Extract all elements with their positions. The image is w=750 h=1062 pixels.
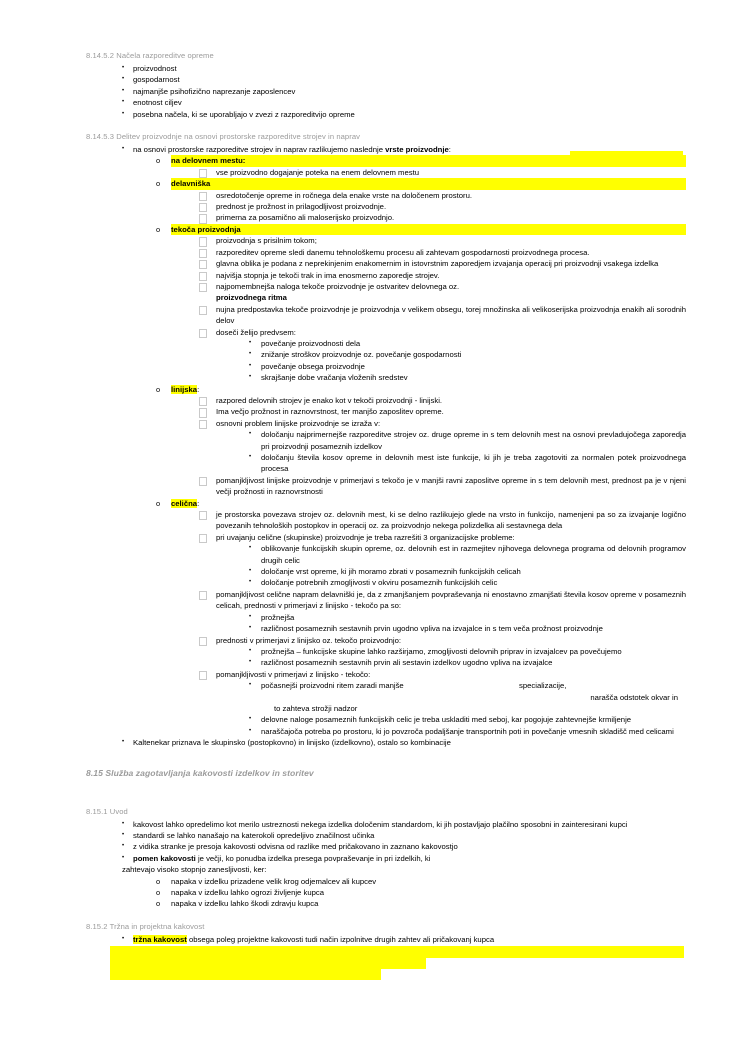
list-item: primerna za posamično ali maloserijsko proizvodnjo. (86, 212, 686, 223)
type-group-delavniska (86, 178, 686, 189)
sublist-celicna-drawbacks (86, 680, 686, 737)
list-item (86, 680, 686, 691)
square-bullet-icon (122, 63, 136, 75)
sublist-linijska-problems (86, 429, 686, 475)
list-item: • določanje potrebnih zmogljivosti v okviru posameznih funkcijskih celic (86, 577, 686, 588)
circle-o-marker-icon (156, 155, 170, 167)
square-bullet-icon (122, 97, 136, 109)
square-bullet-icon (122, 841, 136, 853)
sublist-8-15-1-reasons (86, 876, 686, 910)
list-item: najpomembnejša naloga tekoče proizvodnje je ostvaritev delovnega oz. proizvodnega ritma (86, 281, 686, 304)
intro-text-pre: na osnovi prostorske razporeditve strojev in naprav razlikujemo naslednje (133, 145, 386, 155)
emphasis-text: proizvodnega ritma (216, 293, 287, 303)
list-item: • oblikovanje funkcijskih skupin opreme, oz. delovnih est in razmejitev njihovega delovnega programa od delovnih programov drugih celic (86, 543, 686, 566)
list-item: • različnost posameznih sestavnih prvin ugodno vpliva na izvajalce in s tem veča prožnost proizvodnje (86, 623, 686, 634)
list-item: prednost je prožnost in prilagodljivost proizvodnje. (86, 201, 686, 212)
type-group-celicna (86, 498, 686, 509)
round-bullet-icon (249, 338, 263, 350)
square-bullet-icon (122, 853, 136, 865)
list-item: • posebna načela, ki se uporabljajo v zvezi z razporeditvijo opreme (86, 109, 686, 120)
sublist-linijska-drawback (86, 475, 686, 498)
list-8-15-1 (86, 819, 686, 876)
emphasis-text: pomen kakovosti (133, 853, 196, 863)
round-bullet-icon (249, 577, 263, 589)
list-item (86, 155, 686, 166)
list-item: • znižanje stroškov proizvodnje oz. povečanje gospodarnosti (86, 349, 686, 360)
sublist-na-delovnem-mestu (86, 167, 686, 178)
circle-o-marker-icon (156, 384, 170, 396)
type-group-na-delovnem-mestu (86, 155, 686, 166)
drawback-fragment-2: specializacije, (519, 681, 567, 691)
hollow-box-marker-icon (199, 281, 213, 295)
type-label: linijska (171, 384, 198, 394)
list-item: • tržna kakovost obsega poleg projektne kakovosti tudi način izpolnitve drugih zahtev ali pričakovanj kupca (86, 934, 686, 945)
list-item: • določanju števila kosov opreme in delovnih mest iste funkcije, ki jih je treba zagotoviti za normalen potek proizvodnega procesa (86, 452, 686, 475)
list-item: • najmanjše psihofizično naprezanje zaposlencev (86, 86, 686, 97)
list-8-14-5-2 (86, 63, 686, 120)
round-bullet-icon (249, 657, 263, 669)
round-bullet-icon (249, 623, 263, 635)
square-bullet-icon (122, 74, 136, 86)
sublist-celicna-a (86, 509, 686, 543)
sublist-celicna-d (86, 669, 686, 680)
list-item: • določanje vrst opreme, ki jih moramo zbrati v posameznih funkcijskih celicah (86, 566, 686, 577)
round-bullet-icon (249, 543, 263, 555)
highlight-band-2 (110, 958, 426, 969)
emphasis-text: tržna kakovost (133, 934, 187, 944)
list-closing-bullet (86, 737, 686, 748)
round-bullet-icon (249, 612, 263, 624)
list-item: osredotočenje opreme in ročnega dela enake vrste na določenem prostoru. (86, 190, 686, 201)
circle-o-marker-icon (156, 224, 170, 236)
list-item: • standardi se lahko nanašajo na katerokoli opredeljivo značilnost učinka (86, 830, 686, 841)
list-item: • Kaltenekar priznava le skupinsko (postopkovno) in linijsko (izdelkovno), ostalo so kombinacije (86, 737, 686, 748)
list-item: • prožnejša – funkcijske skupine lahko razširjamo, zmogljivosti delovnih priprav in izvajalcev pa povečujemo (86, 646, 686, 657)
round-bullet-icon (249, 349, 263, 361)
drawback-fragment-3: narašča odstotek okvar in (590, 692, 678, 702)
list-item: prednosti v primerjavi z linijsko oz. tekočo proizvodnjo: (86, 635, 686, 646)
circle-o-marker-icon (156, 887, 170, 899)
circle-o-marker-icon (156, 178, 170, 190)
list-item (86, 224, 686, 235)
list-item-continuation: zahtevajo visoko stopnjo zanesljivosti, ker: (122, 865, 267, 875)
heading-8-14-5-3: 8.14.5.3 Delitev proizvodnje na osnovi prostorske razporeditve strojev in naprav (86, 132, 361, 142)
sublist-celicna-c (86, 635, 686, 646)
list-item: glavna oblika je podana z neprekinjenim enakomernim in istovrstnim zaporedjem izvajanja operacij pri proizvodnji vsakega izdelka (86, 258, 686, 269)
sublist-celicna-advantages-2 (86, 646, 686, 669)
list-item: o napaka v izdelku prizadene velik krog odjemalcev ali kupcev (86, 876, 686, 887)
hollow-box-marker-icon (199, 589, 213, 603)
list-item: vse proizvodno dogajanje poteka na enem delovnem mestu (86, 167, 686, 178)
list-item: • pomen kakovosti je večji, ko ponudba izdelka presega povpraševanje in pri izdelkih, ki (86, 853, 686, 864)
list-item: pri uvajanju celične (skupinske) proizvodnje je treba razrešiti 3 organizacijske probleme: (86, 532, 686, 543)
highlight-band-1 (110, 946, 684, 958)
round-bullet-icon (249, 372, 263, 384)
square-bullet-icon (122, 830, 136, 842)
list-item (86, 692, 686, 703)
list-item: • določanju najprimernejše razporeditve strojev oz. druge opreme in s tem delovnih mest na osnovi prevladujočega zaporedja pri proizvodnji posameznih izdelkov (86, 429, 686, 452)
list-item: je prostorska povezava strojev oz. delovnih mest, ki se delno razlikujejo glede na vrsto in funkcijo, namenjeni pa so za izvajanje logično povezanih tehnoloških postopkov in operacij oz. za proizvodnjo nekega polizdelka ali sestavnega dela (86, 509, 686, 532)
square-bullet-icon (122, 934, 136, 946)
highlight-band-3 (110, 969, 381, 980)
list-item: o celična: (86, 498, 686, 509)
list-item: osnovni problem linijske proizvodnje se izraža v: (86, 418, 686, 429)
list-item: • povečanje proizvodnosti dela (86, 338, 686, 349)
round-bullet-icon (249, 361, 263, 373)
list-8-15-2 (86, 934, 686, 945)
sublist-tekoca-proizvodnja (86, 235, 686, 338)
hollow-box-marker-icon (199, 509, 213, 523)
hollow-box-marker-icon (199, 475, 213, 489)
sublist-delavniska (86, 190, 686, 224)
square-bullet-icon (122, 86, 136, 98)
square-bullet-icon (122, 737, 136, 749)
circle-o-marker-icon (156, 898, 170, 910)
round-bullet-icon (249, 726, 263, 738)
list-item: • različnost posameznih sestavnih prvin ali sestavin izdelkov ugodno vpliva na izvajalce (86, 657, 686, 668)
list-item: • gospodarnost (86, 74, 686, 85)
list-item: proizvodnja s prisilnim tokom; (86, 235, 686, 246)
list-item: • z vidika stranke je presoja kakovosti odvisna od razlike med pričakovano in zaznano kakovostjo (86, 841, 686, 852)
list-item: nujna predpostavka tekoče proizvodnje je proizvodnja v velikem obsegu, torej množinska ali velikoserijska proizvodnja enakih ali sorodnih delov (86, 304, 686, 327)
list-item: o napaka v izdelku lahko ogrozi življenje kupca (86, 887, 686, 898)
circle-o-marker-icon (156, 876, 170, 888)
list-item: doseči želijo predvsem: (86, 327, 686, 338)
document-content (86, 50, 686, 945)
sublist-linijska (86, 395, 686, 429)
list-8-14-5-3-intro (86, 144, 686, 155)
sublist-tekoca-goals (86, 338, 686, 384)
circle-o-marker-icon (156, 498, 170, 510)
hollow-box-marker-icon (199, 304, 213, 318)
list-item (86, 703, 686, 714)
type-label: celična (171, 498, 198, 508)
heading-8-14-5-2: 8.14.5.2 Načela razporeditve opreme (86, 51, 214, 60)
list-item: pomanjkljivost celične napram delavniški je, da z zmanjšanjem povpraševanja ni enostavno zmanjšati števila kosov opreme v posameznih celicah, prednosti v primerjavi z linijsko - tekočo pa so: (86, 589, 686, 612)
heading-8-15: 8.15 Služba zagotavljanja kakovosti izdelkov in storitev (86, 767, 314, 778)
round-bullet-icon (249, 452, 263, 464)
list-item: pomanjkljivosti v primerjavi z linijsko - tekočo: (86, 669, 686, 680)
list-item: o napaka v izdelku lahko škodi zdravju kupca (86, 898, 686, 909)
heading-8-15-2: 8.15.2 Tržna in projektna kakovost (86, 921, 205, 931)
square-bullet-icon (122, 144, 136, 156)
list-item: pomanjkljivost linijske proizvodnje v primerjavi s tekočo je v manjši ravni zaposlitve opreme in s tem delovnih mest, prednost pa je v njeni večji prožnosti in raznovrstnosti (86, 475, 686, 498)
list-item: Ima večjo prožnost in raznovrstnost, ter manjšo zaposlitev opreme. (86, 406, 686, 417)
list-item: o linijska: (86, 384, 686, 395)
list-item: razporeditev opreme sledi danemu tehnološkemu procesu ali zahtevam gospodarnosti proizvodnega procesa. (86, 247, 686, 258)
sublist-celicna-b (86, 589, 686, 612)
type-group-tekoca-proizvodnja (86, 224, 686, 235)
square-bullet-icon (122, 109, 136, 121)
drawback-fragment-4: to zahteva strožji nadzor (274, 703, 358, 713)
intro-text-bold: vrste proizvodnje (385, 145, 449, 155)
sublist-celicna-problems (86, 543, 686, 589)
type-label: tekoča proizvodnja (171, 224, 686, 235)
list-item: • proizvodnost (86, 63, 686, 74)
round-bullet-icon (249, 429, 263, 441)
list-item: • skrajšanje dobe vračanja vloženih sredstev (86, 372, 686, 383)
list-item: • naraščajoča potreba po prostoru, ki jo povzroča podaljšanje transportnih poti in povečanje vmesnih skladišč med celicami (86, 726, 686, 737)
list-item: razpored delovnih strojev je enako kot v tekoči proizvodnji - linijski. (86, 395, 686, 406)
list-item: najvišja stopnja je tekoči trak in ima enosmerno zaporedje strojev. (86, 270, 686, 281)
type-label: na delovnem mestu: (171, 155, 686, 166)
round-bullet-icon (249, 566, 263, 578)
list-item (86, 144, 686, 155)
drawback-fragment-1: počasnejši proizvodni ritem zaradi manjše (261, 681, 404, 691)
type-label: delavniška (171, 178, 686, 189)
list-item: • delovne naloge posameznih funkcijskih celic je treba uskladiti med seboj, kar pogojuje zahtevnejše krmiljenje (86, 714, 686, 725)
list-item (86, 178, 686, 189)
intro-text-post: : (448, 145, 451, 155)
round-bullet-icon (249, 680, 263, 692)
sublist-celicna-advantages (86, 612, 686, 635)
round-bullet-icon (249, 714, 263, 726)
list-item: • povečanje obsega proizvodnje (86, 361, 686, 372)
round-bullet-icon (249, 646, 263, 658)
square-bullet-icon (122, 819, 136, 831)
list-item: • enotnost ciljev (86, 97, 686, 108)
list-item: • prožnejša (86, 612, 686, 623)
heading-8-15-1: 8.15.1 Uvod (86, 806, 128, 816)
type-group-linijska (86, 384, 686, 395)
list-item: • kakovost lahko opredelimo kot merilo ustreznosti nekega izdelka določenim standardom, ki jih postavljajo plačilno sposobni in zainteresirani kupci (86, 819, 686, 830)
